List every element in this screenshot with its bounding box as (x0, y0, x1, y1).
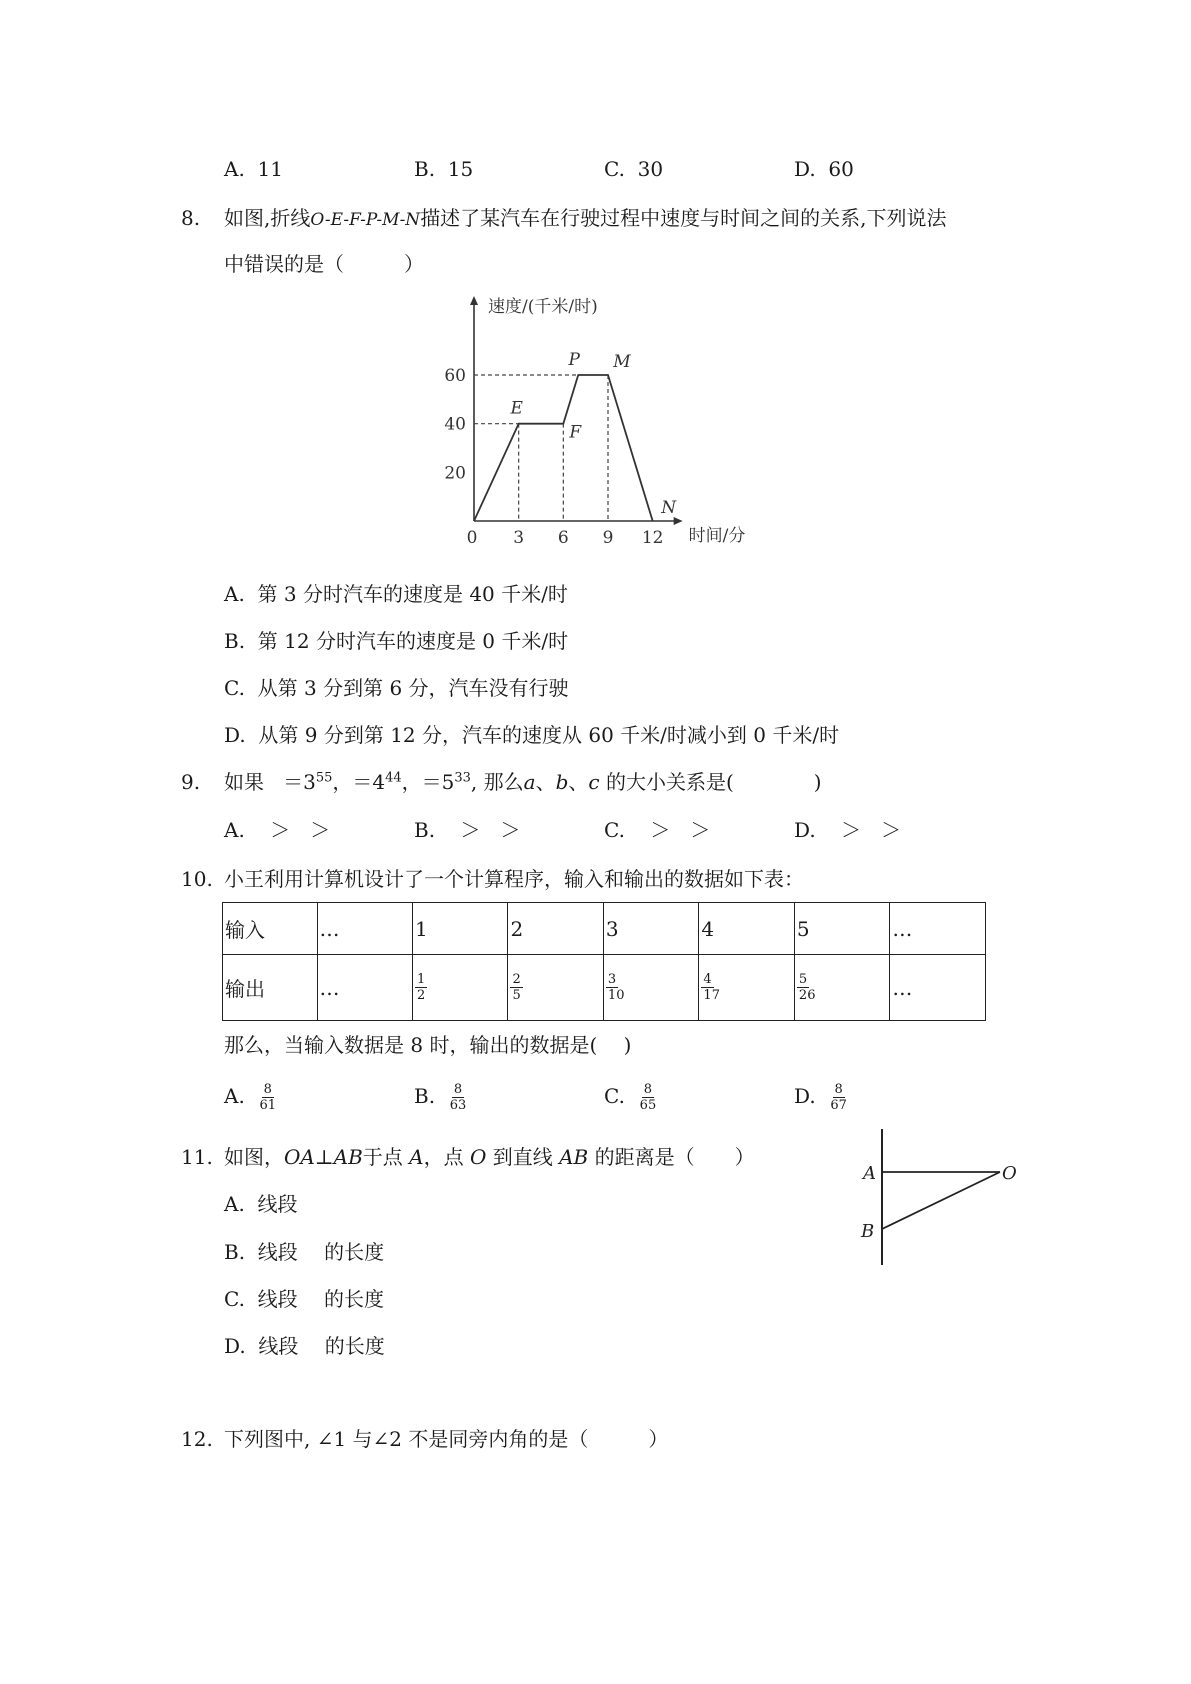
point-label-n: N (661, 498, 677, 518)
table-cell: 5 (794, 903, 890, 955)
y-axis-arrow (470, 296, 478, 305)
point-label-e: E (510, 398, 523, 419)
q8-option-d: D. 从第 9 分到第 12 分，汽车的速度从 60 千米/时减小到 0 千米/时 (224, 723, 840, 747)
q12-number: 12. (181, 1427, 213, 1451)
segment-ob (882, 1172, 1000, 1229)
io-table (222, 902, 986, 1021)
table-cell: … (317, 955, 413, 1021)
q9-option-b: B. ＞ ＞ (414, 818, 521, 842)
table-cell: 2 (508, 903, 603, 955)
table-cell-fraction: $\frac{5}{26}$ (794, 955, 890, 1021)
y-tick-label: 60 (444, 366, 466, 386)
table-cell: … (890, 955, 986, 1021)
point-label-m: M (613, 352, 631, 372)
x-tick-label: 9 (602, 528, 614, 548)
q8-option-b: B. 第 12 分时汽车的速度是 0 千米/时 (224, 629, 569, 653)
table-cell-fraction: $\frac{4}{17}$ (699, 955, 795, 1021)
table-cell: … (317, 903, 413, 955)
q10-option-c: C. $\frac{8}{65}$ (604, 1082, 657, 1113)
y-axis-label: 速度/(千米/时) (488, 297, 598, 317)
table-cell-fraction: $\frac{3}{10}$ (603, 955, 699, 1021)
chart-plot (444, 296, 745, 548)
q8-polyline-name: O-E-F-P-M-N (310, 210, 421, 230)
q10-option-a: A. $\frac{8}{61}$ (224, 1082, 277, 1113)
table-cell-label: 输出 (223, 955, 318, 1021)
table-cell: 4 (699, 903, 795, 955)
q7-option-b: B. 15 (414, 157, 474, 181)
q10-stem: 小王利用计算机设计了一个计算程序，输入和输出的数据如下表： (224, 867, 804, 891)
table-cell: 1 (413, 903, 508, 955)
q9-stem: 如果 $=3^{55}$，$=4^{44}$，$=5^{33}$, 那么a、b、c 的大小关系是( ) (224, 770, 822, 794)
x-tick-label: 0 (466, 528, 478, 548)
q11-option-c: C. 线段 的长度 (224, 1287, 385, 1311)
q8-number: 8. (181, 206, 201, 230)
q8-option-a: A. 第 3 分时汽车的速度是 40 千米/时 (224, 582, 568, 606)
x-tick-label: 12 (641, 528, 664, 548)
label-a: A (863, 1163, 876, 1184)
q7-option-c: C. 30 (604, 157, 664, 181)
label-b: B (861, 1221, 875, 1242)
table-cell: … (890, 903, 986, 955)
q7-option-d: D. 60 (794, 157, 854, 181)
q10-number: 10. (181, 867, 213, 891)
label-o: O (1002, 1163, 1017, 1184)
table-row-input (223, 903, 986, 955)
x-tick-label: 6 (557, 528, 569, 548)
q8-stem-line2: 中错误的是（ ） (224, 252, 424, 276)
speed-time-chart (440, 296, 780, 568)
table-cell-fraction: $\frac{2}{5}$ (508, 955, 603, 1021)
q11-option-d: D. 线段 的长度 (224, 1334, 385, 1358)
table-cell: 3 (603, 903, 699, 955)
point-label-f: F (569, 422, 582, 443)
q11-option-a: A. 线段 (224, 1192, 298, 1216)
q9-option-d: D. ＞ ＞ (794, 818, 902, 842)
q11-option-b: B. 线段 的长度 (224, 1240, 385, 1264)
table-cell-fraction: $\frac{1}{2}$ (413, 955, 508, 1021)
q11-number: 11. (181, 1145, 213, 1169)
point-label-p: P (568, 350, 580, 370)
q10-question: 那么，当输入数据是 8 时，输出的数据是( ) (224, 1033, 632, 1057)
x-axis-arrow (674, 517, 683, 525)
q10-option-d: D. $\frac{8}{67}$ (794, 1082, 847, 1113)
q11-stem: 如图，OA⊥AB于点 A，点 O 到直线 AB 的距离是（ ） (224, 1145, 755, 1169)
q9-option-c: C. ＞ ＞ (604, 818, 711, 842)
perpendicular-figure (860, 1125, 1030, 1270)
q9-number: 9. (181, 770, 201, 794)
x-axis-label: 时间/分 (688, 526, 746, 546)
y-tick-label: 40 (444, 414, 466, 435)
q12-stem: 下列图中, ∠1 与∠2 不是同旁内角的是（ ） (224, 1427, 669, 1451)
table-row-output (223, 955, 986, 1021)
q8-stem-line1: 如图,折线O-E-F-P-M-N描述了某汽车在行驶过程中速度与时间之间的关系,下列说法 (224, 206, 947, 230)
x-tick-label: 3 (513, 528, 525, 548)
q9-option-a: A. ＞ ＞ (224, 818, 331, 842)
table-cell-label: 输入 (223, 903, 318, 955)
y-tick-label: 20 (444, 463, 466, 484)
q8-option-c: C. 从第 3 分到第 6 分，汽车没有行驶 (224, 676, 569, 700)
q10-option-b: B. $\frac{8}{63}$ (414, 1082, 467, 1113)
q7-option-a: A. 11 (224, 157, 283, 181)
